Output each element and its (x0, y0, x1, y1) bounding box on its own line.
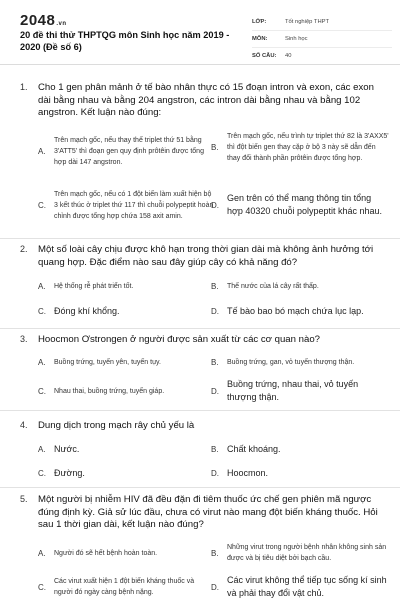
option-text: Đóng khí khổng. (54, 305, 120, 316)
option-d[interactable] (211, 464, 389, 482)
option-b[interactable] (211, 352, 389, 372)
option-c[interactable] (38, 378, 214, 404)
option-c[interactable] (38, 182, 214, 228)
option-text: Thế nước của lá cây rất thấp. (227, 282, 319, 290)
question-number: 5. (20, 494, 28, 504)
option-text: Người đó sẽ hết bệnh hoàn toàn. (54, 549, 158, 557)
question-number: 2. (20, 244, 28, 254)
option-letter: C. (38, 386, 46, 396)
option-letter: B. (211, 444, 219, 454)
option-d[interactable] (211, 302, 389, 320)
option-letter: D. (211, 468, 219, 478)
question-number: 1. (20, 82, 28, 92)
option-text: Các virut xuất hiện 1 đột biến kháng thuốc và người đó ngày càng bệnh nặng. (54, 578, 195, 596)
option-text: Buồng trứng, nhau thai, vỏ tuyến thượng thận. (227, 379, 359, 402)
option-text: Những virut trong người bệnh nhân không sinh sản được và bị tiêu diệt bởi bạch cầu. (227, 544, 387, 562)
option-letter: D. (211, 200, 219, 210)
option-letter: A. (38, 444, 46, 454)
meta-row-class (252, 14, 392, 31)
meta-row-count (252, 48, 392, 64)
option-a[interactable] (38, 352, 214, 372)
option-a[interactable] (38, 440, 214, 458)
meta-value: Tốt nghiệp THPT (285, 19, 330, 25)
question-text: Cho 1 gen phân mảnh ở tế bào nhân thực có 15 đoạn intron và exon, các exon dài bằng nhau và bằng 204 angstron, các intron dài bằng nhau và bằng 102 angstron. Kết luận nào đúng: (38, 82, 374, 118)
meta-key: MÔN: (252, 36, 268, 42)
option-text: Hệ thống rễ phát triển tốt. (54, 282, 134, 290)
option-letter: B. (211, 142, 219, 152)
option-letter: C. (38, 306, 46, 316)
meta-key: SỐ CÂU: (252, 53, 277, 59)
option-letter: B. (211, 281, 219, 291)
site-logo[interactable] (20, 12, 67, 29)
option-text: Gen trên có thể mang thông tin tổng hợp 40320 chuỗi polypeptit khác nhau. (227, 193, 383, 216)
option-b[interactable] (211, 277, 389, 295)
option-text: Chất khoáng. (227, 443, 281, 454)
option-b[interactable] (211, 540, 389, 566)
option-letter: A. (38, 146, 46, 156)
option-letter: A. (38, 548, 46, 558)
document-title: 20 đề thi thử THPTQG môn Sinh học năm 2019 - 2020 (Đề số 6) (20, 30, 230, 52)
option-letter: A. (38, 357, 46, 367)
option-a[interactable] (38, 540, 214, 566)
option-text: Nước. (54, 443, 80, 454)
option-text: Trên mạch gốc, nếu có 1 đột biến làm xuất hiện bộ 3 kết thúc ở triplet thứ 117 thì chuỗi polypeptit hoàn chỉnh được tổng hợp chứa 158 axit amin. (54, 190, 214, 220)
option-letter: B. (211, 548, 219, 558)
option-d[interactable] (211, 182, 389, 228)
option-text: Các virut không thể tiếp tục sống kí sinh và phải thay đổi vật chủ. (227, 575, 387, 598)
question-text: Một số loài cây chịu được khô hạn trong thời gian dài mà không ảnh hưởng tới quang hợp. Đặc điểm nào sau đây giúp cây có khả năng đó? (38, 244, 374, 268)
option-letter: D. (211, 582, 219, 592)
option-letter: C. (38, 200, 46, 210)
question-number: 4. (20, 420, 28, 430)
option-b[interactable] (211, 124, 389, 170)
option-letter: D. (211, 386, 219, 396)
option-letter: C. (38, 582, 46, 592)
logo-text: 2048 (20, 12, 56, 29)
document-meta (252, 14, 392, 64)
option-b[interactable] (211, 440, 389, 458)
option-text: Trên mạch gốc, nếu thay thế triplet thứ 51 bằng 3'ATT5' thì đoạn gen quy định prôtêin được tổng hợp dài 147 angstron. (54, 136, 204, 166)
document-header (0, 0, 400, 65)
question-text: Một người bị nhiễm HIV đã đều đặn đi tiêm thuốc ức chế gen phiên mã ngược đúng định kỳ. Giả sử lúc đầu, chưa có virut nào mang đột biến kháng thuốc. Hỏi sau 1 thời gian dài, kết luận nào đúng? (38, 494, 378, 530)
option-letter: B. (211, 357, 219, 367)
option-c[interactable] (38, 464, 214, 482)
option-a[interactable] (38, 277, 214, 295)
option-text: Đường. (54, 467, 85, 478)
question-divider (0, 410, 400, 411)
option-d[interactable] (211, 376, 389, 406)
question-divider (0, 328, 400, 329)
option-text: Hoocmon. (227, 467, 269, 478)
option-text: Buồng trứng, tuyến yên, tuyến tụy. (54, 358, 161, 366)
option-text: Trên mạch gốc, nếu trình tự triplet thứ 82 là 3'AXX5' thì đột biến gen thay cặp ở bộ 3 này sẽ dẫn đến thay đổi thành phần prôtêin được tổng hợp. (227, 132, 389, 162)
meta-value: 40 (285, 53, 292, 59)
option-text: Tế bào bao bó mạch chứa lục lạp. (227, 305, 364, 316)
question-text: Dung dịch trong mạch rây chủ yếu là (38, 420, 195, 431)
option-c[interactable] (38, 574, 214, 600)
logo-tld: .vn (56, 21, 67, 27)
meta-value: Sinh học (285, 36, 308, 42)
option-c[interactable] (38, 302, 214, 320)
option-letter: C. (38, 468, 46, 478)
option-a[interactable] (38, 128, 214, 174)
option-text: Nhau thai, buồng trứng, tuyến giáp. (54, 387, 165, 395)
question-divider (0, 238, 400, 239)
question-text: Hoocmon Ơstrongen ở người được sản xuất từ các cơ quan nào? (38, 334, 320, 345)
option-letter: A. (38, 281, 46, 291)
question-divider (0, 487, 400, 488)
option-d[interactable] (211, 574, 389, 600)
question-number: 3. (20, 334, 28, 344)
option-text: Buồng trứng, gan, vỏ tuyến thượng thận. (227, 358, 355, 366)
meta-row-subject (252, 31, 392, 48)
meta-key: LỚP: (252, 19, 267, 25)
option-letter: D. (211, 306, 219, 316)
